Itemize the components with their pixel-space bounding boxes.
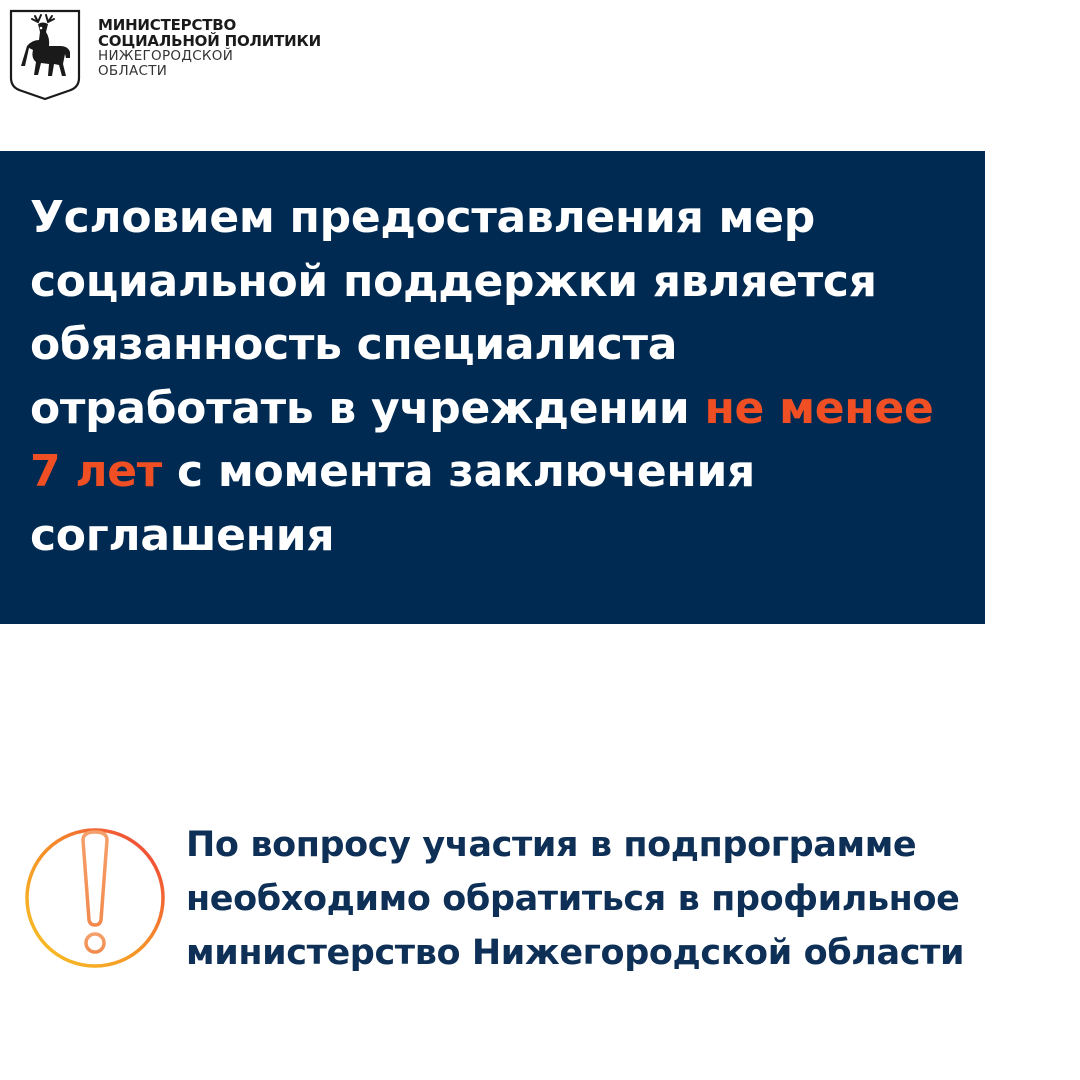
deer-coat-of-arms-icon xyxy=(8,8,82,104)
notice-message xyxy=(186,818,1066,980)
banner-line: Условием предоставления мер xyxy=(30,192,815,243)
ministry-title xyxy=(98,17,321,79)
banner-highlight-min: не менее xyxy=(704,382,934,434)
notice-line: необходимо обратиться в профильное xyxy=(186,879,960,919)
region-name-line2: ОБЛАСТИ xyxy=(98,63,168,79)
region-name-line1: НИЖЕГОРОДСКОЙ xyxy=(98,48,234,64)
banner-line: обязанность специалиста xyxy=(30,319,678,370)
ministry-name-line2: СОЦИАЛЬНОЙ ПОЛИТИКИ xyxy=(98,32,321,50)
exclamation-circle-icon xyxy=(24,822,166,974)
notice-line: По вопросу участия в подпрограмме xyxy=(186,825,917,865)
banner-line4-plain: отработать в учреждении xyxy=(30,382,705,434)
banner-line: соглашения xyxy=(30,509,335,561)
banner-statement xyxy=(30,186,970,567)
banner-line xyxy=(30,377,970,441)
banner-line: социальной поддержки является xyxy=(30,255,877,307)
ministry-name-line1: МИНИСТЕРСТВО xyxy=(98,16,237,34)
banner-highlight-years: 7 лет xyxy=(30,446,163,497)
header xyxy=(8,8,321,104)
notice-line: министерство Нижегородской области xyxy=(186,933,965,973)
banner-line xyxy=(30,440,970,504)
banner-line5-plain: с момента заключения xyxy=(162,446,756,497)
